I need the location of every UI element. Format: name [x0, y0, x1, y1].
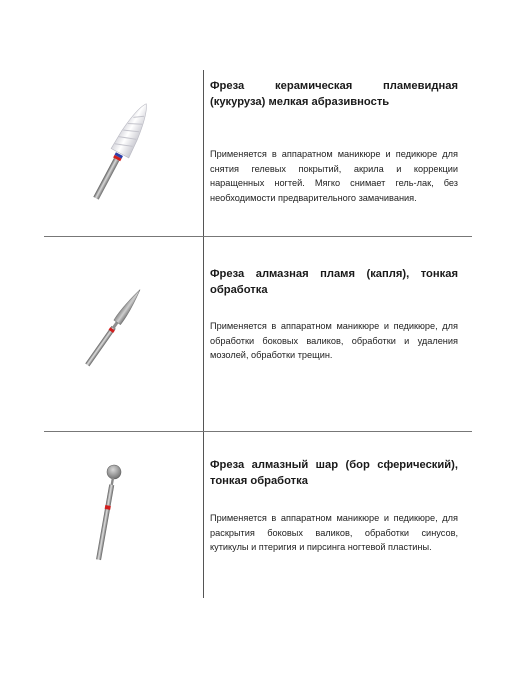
product-title: Фреза керамическая пламевидная (кукуруза) мелкая абразивность [210, 80, 458, 108]
product-title: Фреза алмазный шар (бор сферический), тонкая обработка [210, 459, 458, 487]
product-description: Применяется в аппаратном маникюре и педикюре, для раскрытия боковых валиков, обработки синусов, кутикулы и птеригия и пирсинга ногтевой пластины. [210, 513, 458, 552]
product-card-1 [210, 78, 458, 205]
product-card-2 [210, 266, 458, 363]
product-title: Фреза алмазная пламя (капля), тонкая обработка [210, 268, 458, 296]
product-image-diamond-ball [44, 458, 202, 578]
diamond-ball-bur-icon [44, 458, 202, 578]
diamond-flame-bur-icon [44, 272, 202, 382]
ceramic-flame-bur-icon [44, 100, 202, 210]
row-divider-2 [44, 431, 472, 432]
product-description: Применяется в аппаратном маникюре и педикюре для снятия гелевых покрытий, акрила и коррекции наращенных ногтей. Мягко снимает гель-лак, без необходимости предварительного замачивания. [210, 149, 458, 203]
product-description: Применяется в аппаратном маникюре и педикюре, для обработки боковых валиков, обработки и удаления мозолей, обработки трещин. [210, 321, 458, 360]
product-image-ceramic [44, 100, 202, 210]
product-image-diamond-flame [44, 272, 202, 382]
row-divider-1 [44, 236, 472, 237]
product-card-3 [210, 457, 458, 555]
column-divider [203, 70, 204, 598]
